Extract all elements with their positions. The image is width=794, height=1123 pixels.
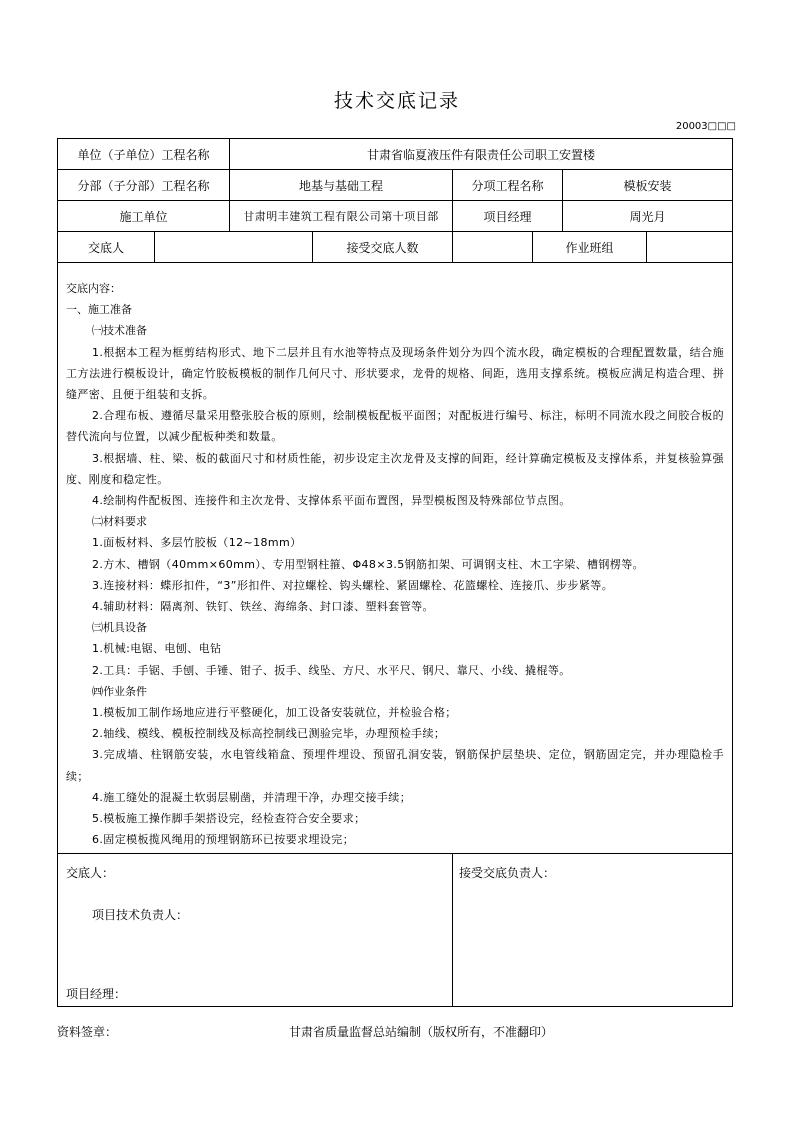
paragraph: 3.根据墙、柱、梁、板的截面尺寸和材质性能，初步设定主次龙骨及支撑的间距，经计算确定模板及支撑体系，并复核验算强度、刚度和稳定性。 (66, 451, 725, 486)
list-item: 1.模板加工制作场地应进行平整硬化，加工设备安装就位，并检验合格； (92, 706, 457, 720)
publisher-note: 甘肃省质量监督总站编制（版权所有，不准翻印） (289, 1025, 554, 1039)
list-item: 3.连接材料：蝶形扣件，“3”形扣件、对拉螺栓、钩头螺栓、紧固螺栓、花篮螺栓、连接爪、步步紧等。 (92, 578, 614, 592)
list-item: 4.施工缝处的混凝土软弱层剔凿，并清理干净，办理交接手续； (92, 790, 412, 804)
subitem-value: 模板安装 (563, 170, 733, 201)
subsection-heading: ㈡材料要求 (92, 515, 147, 529)
disclosure-content (58, 263, 732, 850)
division-row (58, 170, 733, 201)
tech-lead-sign-label: 项目技术负责人： (92, 908, 189, 922)
list-item: 3.完成墙、柱钢筋安装，水电管线箱盒、预埋件埋设、预留孔洞安装，钢筋保护层垫块、定位，钢筋固定完，并办理隐检手续； (66, 748, 725, 783)
list-item: 4.辅助材料：隔离剂、铁钉、铁丝、海绵条、封口漆、塑料套管等。 (92, 600, 434, 614)
project-row (58, 139, 733, 170)
discloser-sign-label: 交底人： (66, 866, 115, 880)
list-item: 1.面板材料、多层竹胶板（12~18mm） (92, 536, 302, 550)
page-title: 技术交底记录 (333, 90, 460, 112)
personnel-row (58, 232, 733, 263)
subsection-heading: ㈠技术准备 (92, 324, 147, 338)
discloser-label: 交底人 (58, 232, 155, 263)
project-name-value: 甘肃省临夏液压件有限责任公司职工安置楼 (230, 139, 733, 170)
receivers-count-value (453, 232, 533, 263)
list-item: 2.轴线、模线、模板控制线及标高控制线已测验完毕，办理预检手续； (92, 727, 446, 741)
contractor-value: 甘肃明丰建筑工程有限公司第十项目部 (230, 201, 453, 232)
disclosure-content-cell (58, 263, 733, 854)
subsection-heading: ㈢机具设备 (92, 621, 147, 635)
paragraph: 1.根据本工程为框剪结构形式、地下二层并且有水池等特点及现场条件划分为四个流水段，确定模板的合理配置数量，结合施工方法进行模板设计，确定竹胶板模板的制作几何尺寸、形状要求，龙骨的规格、间距，选用支撑系统。模板应满足构造合理、拼缝严密、且便于组装和支拆。 (66, 345, 725, 402)
division-label: 分部（子分部）工程名称 (58, 170, 230, 201)
section-heading: 一、施工准备 (66, 303, 132, 317)
content-heading: 交底内容： (66, 282, 121, 295)
disclosure-form-table (57, 138, 733, 1007)
list-item: 2.工具：手锯、手刨、手锤、钳子、扳手、线坠、方尺、水平尺、钢尺、靠尺、小线、撬棍等。 (92, 663, 571, 677)
contractor-label: 施工单位 (58, 201, 230, 232)
subsection-heading: ㈣作业条件 (92, 684, 147, 698)
list-item: 2.方木、槽钢（40mm×60mm）、专用型钢柱箍、Φ48×3.5钢筋扣架、可调钢支柱、木工字梁、槽钢楞等。 (92, 557, 645, 571)
receiver-sign-cell (453, 854, 733, 1007)
paragraph: 4.绘制构件配板图、连接件和主次龙骨、支撑体系平面布置图，异型模板图及特殊部位节点图。 (92, 494, 571, 508)
team-value (647, 232, 733, 263)
manager-label: 项目经理 (453, 201, 563, 232)
content-row (58, 263, 733, 854)
project-name-label: 单位（子单位）工程名称 (58, 139, 230, 170)
form-code: 20003□□□ (675, 121, 736, 132)
manager-value: 周光月 (563, 201, 733, 232)
receivers-count-label: 接受交底人数 (313, 232, 453, 263)
receiver-lead-sign-label: 接受交底负责人： (459, 866, 556, 880)
team-label: 作业班组 (533, 232, 647, 263)
signoff-label: 资料签章： (57, 1025, 118, 1039)
contractor-row (58, 201, 733, 232)
list-item: 6.固定模板揽风绳用的预埋钢筋环已按要求埋设完； (92, 833, 355, 847)
paragraph: 2.合理布板、遵循尽量采用整张胶合板的原则，绘制模板配板平面图；对配板进行编号、标注，标明不同流水段之间胶合板的替代流向与位置，以减少配板种类和数量。 (66, 409, 725, 444)
signature-row (58, 854, 733, 1007)
discloser-value (155, 232, 313, 263)
division-value: 地基与基础工程 (230, 170, 453, 201)
list-item: 1.机械:电锯、电刨、电钻 (92, 642, 222, 656)
pm-sign-label: 项目经理： (66, 987, 127, 1001)
subitem-label: 分项工程名称 (453, 170, 563, 201)
discloser-sign-cell (58, 854, 453, 1007)
list-item: 5.模板施工操作脚手架搭设完，经检查符合安全要求； (92, 812, 366, 826)
